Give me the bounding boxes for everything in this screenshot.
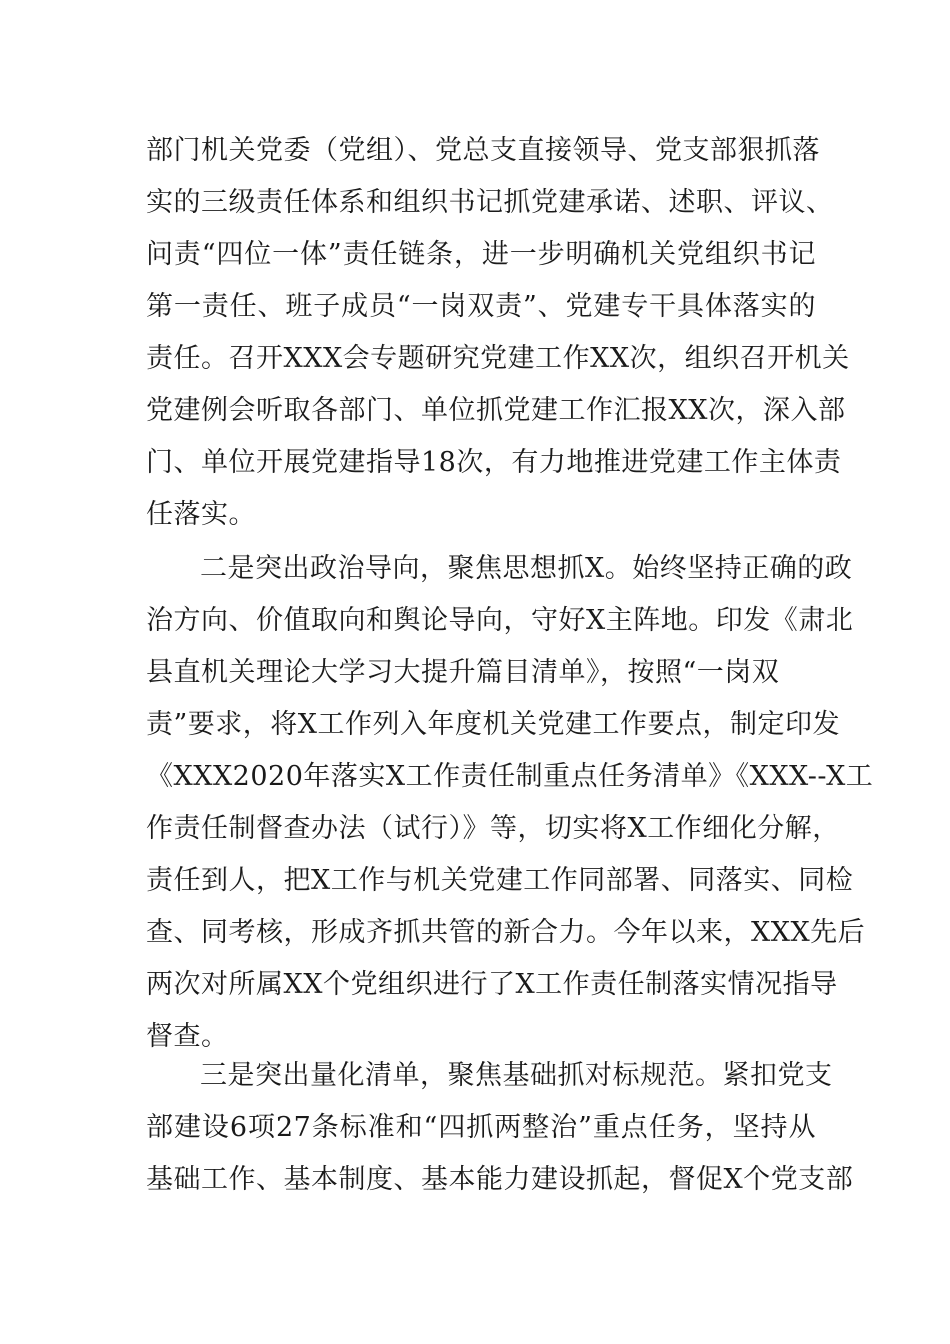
paragraph-line: 《XXX2020年落实X工作责任制重点任务清单》《XXX--X工 <box>146 761 874 792</box>
paragraph-line: 党建例会听取各部门、单位抓党建工作汇报XX次，深入部 <box>146 395 846 426</box>
paragraph-line: 门、单位开展党建指导18次，有力地推进党建工作主体责 <box>146 447 842 478</box>
paragraph-line: 部建设6项27条标准和“四抓两整治”重点任务，坚持从 <box>146 1112 816 1143</box>
paragraph-quantified-list <box>146 1050 854 1206</box>
paragraph-political-orientation <box>146 543 874 1063</box>
paragraph-line: 责任。召开XXX会专题研究党建工作XX次，组织召开机关 <box>146 343 850 374</box>
paragraph-line: 基础工作、基本制度、基本能力建设抓起，督促X个党支部 <box>146 1164 854 1195</box>
paragraph-line: 作责任制督查办法（试行）》等，切实将X工作细化分解， <box>146 813 840 844</box>
paragraph-line: 部门机关党委（党组）、党总支直接领导、党支部狠抓落 <box>146 135 820 166</box>
paragraph-line: 两次对所属XX个党组织进行了X工作责任制落实情况指导 <box>146 969 838 1000</box>
paragraph-line: 三是突出量化清单，聚焦基础抓对标规范。紧扣党支 <box>200 1060 833 1091</box>
paragraph-line: 第一责任、班子成员“一岗双责”、党建专干具体落实的 <box>146 291 816 322</box>
paragraph-line: 二是突出政治导向，聚焦思想抓X。始终坚持正确的政 <box>200 553 853 584</box>
paragraph-line: 督查。 <box>146 1021 229 1052</box>
paragraph-line: 县直机关理论大学习大提升篇目清单》，按照“一岗双 <box>146 657 780 688</box>
paragraph-line: 实的三级责任体系和组织书记抓党建承诺、述职、评议、 <box>146 187 834 218</box>
paragraph-line: 问责“四位一体”责任链条，进一步明确机关党组织书记 <box>146 239 816 270</box>
paragraph-line: 任落实。 <box>146 499 256 530</box>
paragraph-line: 责任到人，把X工作与机关党建工作同部署、同落实、同检 <box>146 865 854 896</box>
paragraph-line: 查、同考核，形成齐抓共管的新合力。今年以来，XXX先后 <box>146 917 866 948</box>
paragraph-line: 责”要求，将X工作列入年度机关党建工作要点，制定印发 <box>146 709 841 740</box>
paragraph-line: 治方向、价值取向和舆论导向，守好X主阵地。印发《肃北 <box>146 605 854 636</box>
paragraph-responsibility-system <box>146 125 850 541</box>
